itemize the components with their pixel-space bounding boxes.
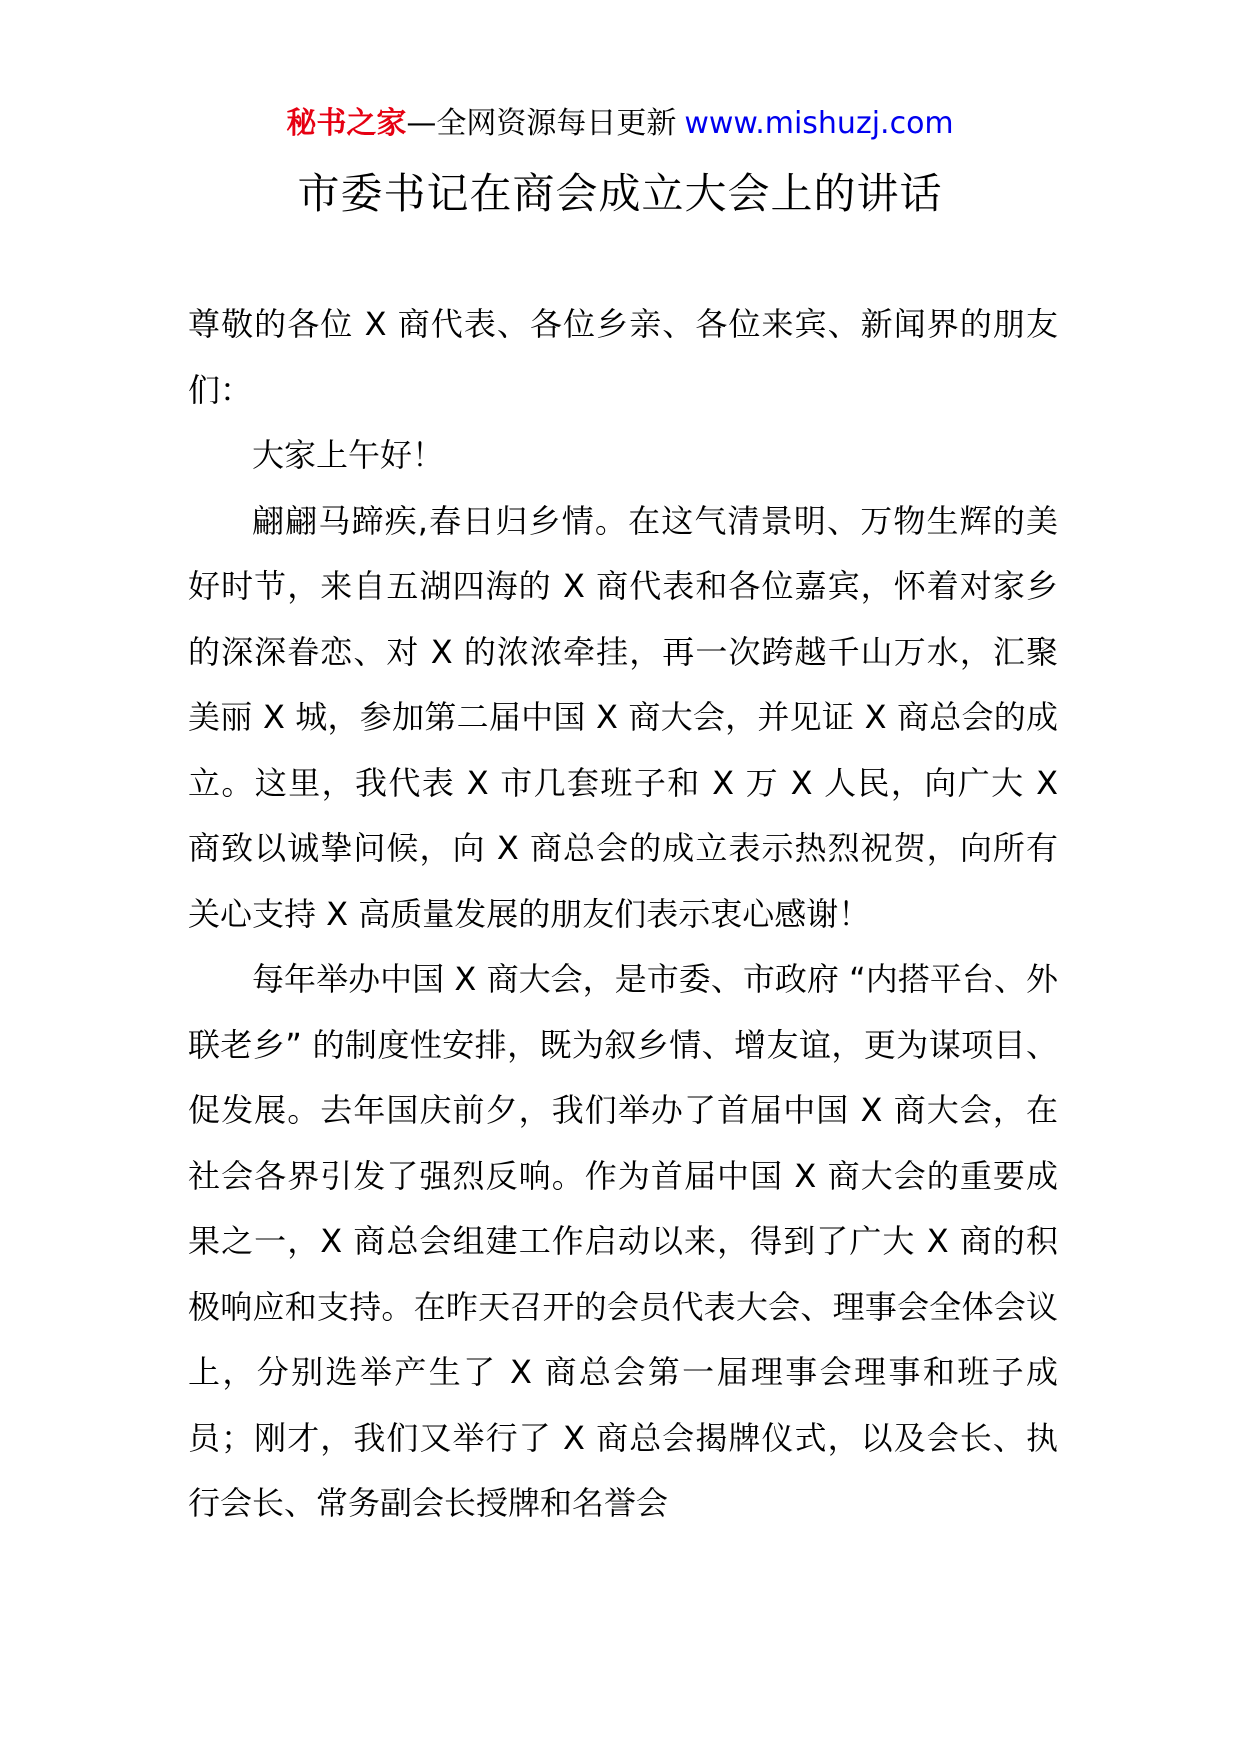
site-header [0, 104, 1240, 144]
document-body [188, 292, 1058, 1537]
greeting-paragraph: 大家上午好！ [252, 436, 445, 474]
brand-name: 秘书之家 [286, 106, 407, 141]
document-title: 市委书记在商会成立大会上的讲话 [297, 169, 943, 218]
site-url-link[interactable]: www.mishuzj.com [684, 106, 954, 141]
salutation: 尊敬的各位 X 商代表、各位乡亲、各位来宾、新闻界的朋友们： [188, 305, 1058, 409]
body-paragraph-2: 每年举办中国 X 商大会，是市委、市政府 “内搭平台、外联老乡” 的制度性安排，既为叙乡情、增友谊，更为谋项目、促发展。去年国庆前夕，我们举办了首届中国 X 商大会，在社会各界引发了强烈反响。作为首届中国 X 商大会的重要成果之一，X 商总会组建工作启动以来，得到了广大 X 商的积极响应和支持。在昨天召开的会员代表大会、理事会全体会议上，分别选举产生了 X 商总会第一届理事会理事和班子成员；刚才，我们又举行了 X 商总会揭牌仪式，以及会长、执行会长、常务副会长授牌和名誉会 [188, 960, 1058, 1522]
body-paragraph-1: 翩翩马蹄疾,春日归乡情。在这气清景明、万物生辉的美好时节，来自五湖四海的 X 商代表和各位嘉宾，怀着对家乡的深深眷恋、对 X 的浓浓牵挂，再一次跨越千山万水，汇聚美丽 X 城，参加第二届中国 X 商大会，并见证 X 商总会的成立。这里，我代表 X 市几套班子和 X 万 X 人民，向广大 X 商致以诚挚问候，向 X 商总会的成立表示热烈祝贺，向所有关心支持 X 高质量发展的朋友们表示衷心感谢！ [188, 501, 1058, 933]
header-slogan: —全网资源每日更新 [406, 106, 677, 141]
